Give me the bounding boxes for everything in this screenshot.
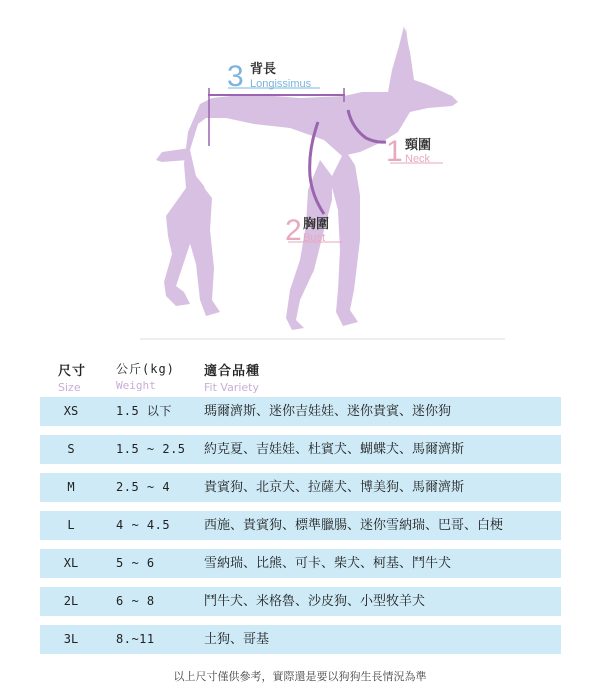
weight-header-zh: 公斤(kg): [116, 362, 175, 376]
dog-silhouette: [156, 26, 458, 330]
breeds-cell: 貴賓狗、北京犬、拉薩犬、博美狗、馬爾濟斯: [204, 480, 465, 495]
dog-silhouette-illustration: [0, 0, 600, 345]
table-row: [40, 625, 561, 654]
size-cell: XL: [63, 556, 79, 570]
table-row: [40, 473, 561, 502]
size-cell: S: [67, 442, 75, 456]
weight-cell: 8.~11: [116, 632, 155, 646]
size-cell: M: [67, 480, 75, 494]
back-length-label: 背長: [250, 61, 277, 76]
size-cell: 2L: [63, 594, 79, 608]
weight-column-header: [116, 360, 175, 392]
neck-english: Neck: [405, 153, 431, 165]
breeds-cell: 約克夏、吉娃娃、杜賓犬、蝴蝶犬、馬爾濟斯: [204, 442, 465, 457]
size-table-header: [0, 360, 600, 395]
size-cell: XS: [63, 404, 79, 418]
weight-cell: 2.5 ~ 4: [116, 480, 171, 494]
breeds-cell: 瑪爾濟斯、迷你吉娃娃、迷你貴賓、迷你狗: [204, 404, 452, 419]
breeds-cell: 雪納瑞、比熊、可卡、柴犬、柯基、鬥牛犬: [204, 556, 452, 571]
variety-column-header: [204, 360, 260, 394]
size-table: [40, 397, 561, 663]
size-cell: 3L: [63, 632, 79, 646]
back-length-number: 3: [227, 60, 244, 93]
weight-cell: 1.5 ~ 2.5: [116, 442, 186, 456]
back-length-english: Longissimus: [250, 78, 312, 90]
variety-header-en: Fit Variety: [204, 381, 259, 394]
bust-english: Bust: [303, 232, 326, 244]
table-row: [40, 397, 561, 426]
size-header-zh: 尺寸: [58, 364, 87, 379]
weight-cell: 6 ~ 8: [116, 594, 155, 608]
size-column-header: [58, 360, 86, 394]
table-row: [40, 587, 561, 616]
table-row: [40, 549, 561, 578]
size-cell: L: [67, 518, 75, 532]
breeds-cell: 土狗、哥基: [204, 632, 270, 647]
footnote: 以上尺寸僅供參考，實際還是要以狗狗生長情況為準: [173, 670, 427, 683]
size-header-en: Size: [58, 381, 81, 394]
breeds-cell: 西施、貴賓狗、標準臘腸、迷你雪納瑞、巴哥、白梗: [204, 518, 504, 533]
weight-cell: 1.5 以下: [116, 404, 172, 418]
neck-number: 1: [386, 135, 403, 168]
weight-header-en: Weight: [116, 379, 156, 392]
bust-label: 胸圍: [303, 216, 330, 231]
variety-header-zh: 適合品種: [204, 364, 261, 379]
bust-number: 2: [285, 214, 302, 247]
weight-cell: 4 ~ 4.5: [116, 518, 171, 532]
dog-measurement-diagram: [0, 0, 600, 345]
neck-label: 頸圍: [405, 137, 432, 152]
breeds-cell: 鬥牛犬、米格魯、沙皮狗、小型牧羊犬: [204, 594, 426, 609]
table-row: [40, 435, 561, 464]
weight-cell: 5 ~ 6: [116, 556, 155, 570]
table-row: [40, 511, 561, 540]
